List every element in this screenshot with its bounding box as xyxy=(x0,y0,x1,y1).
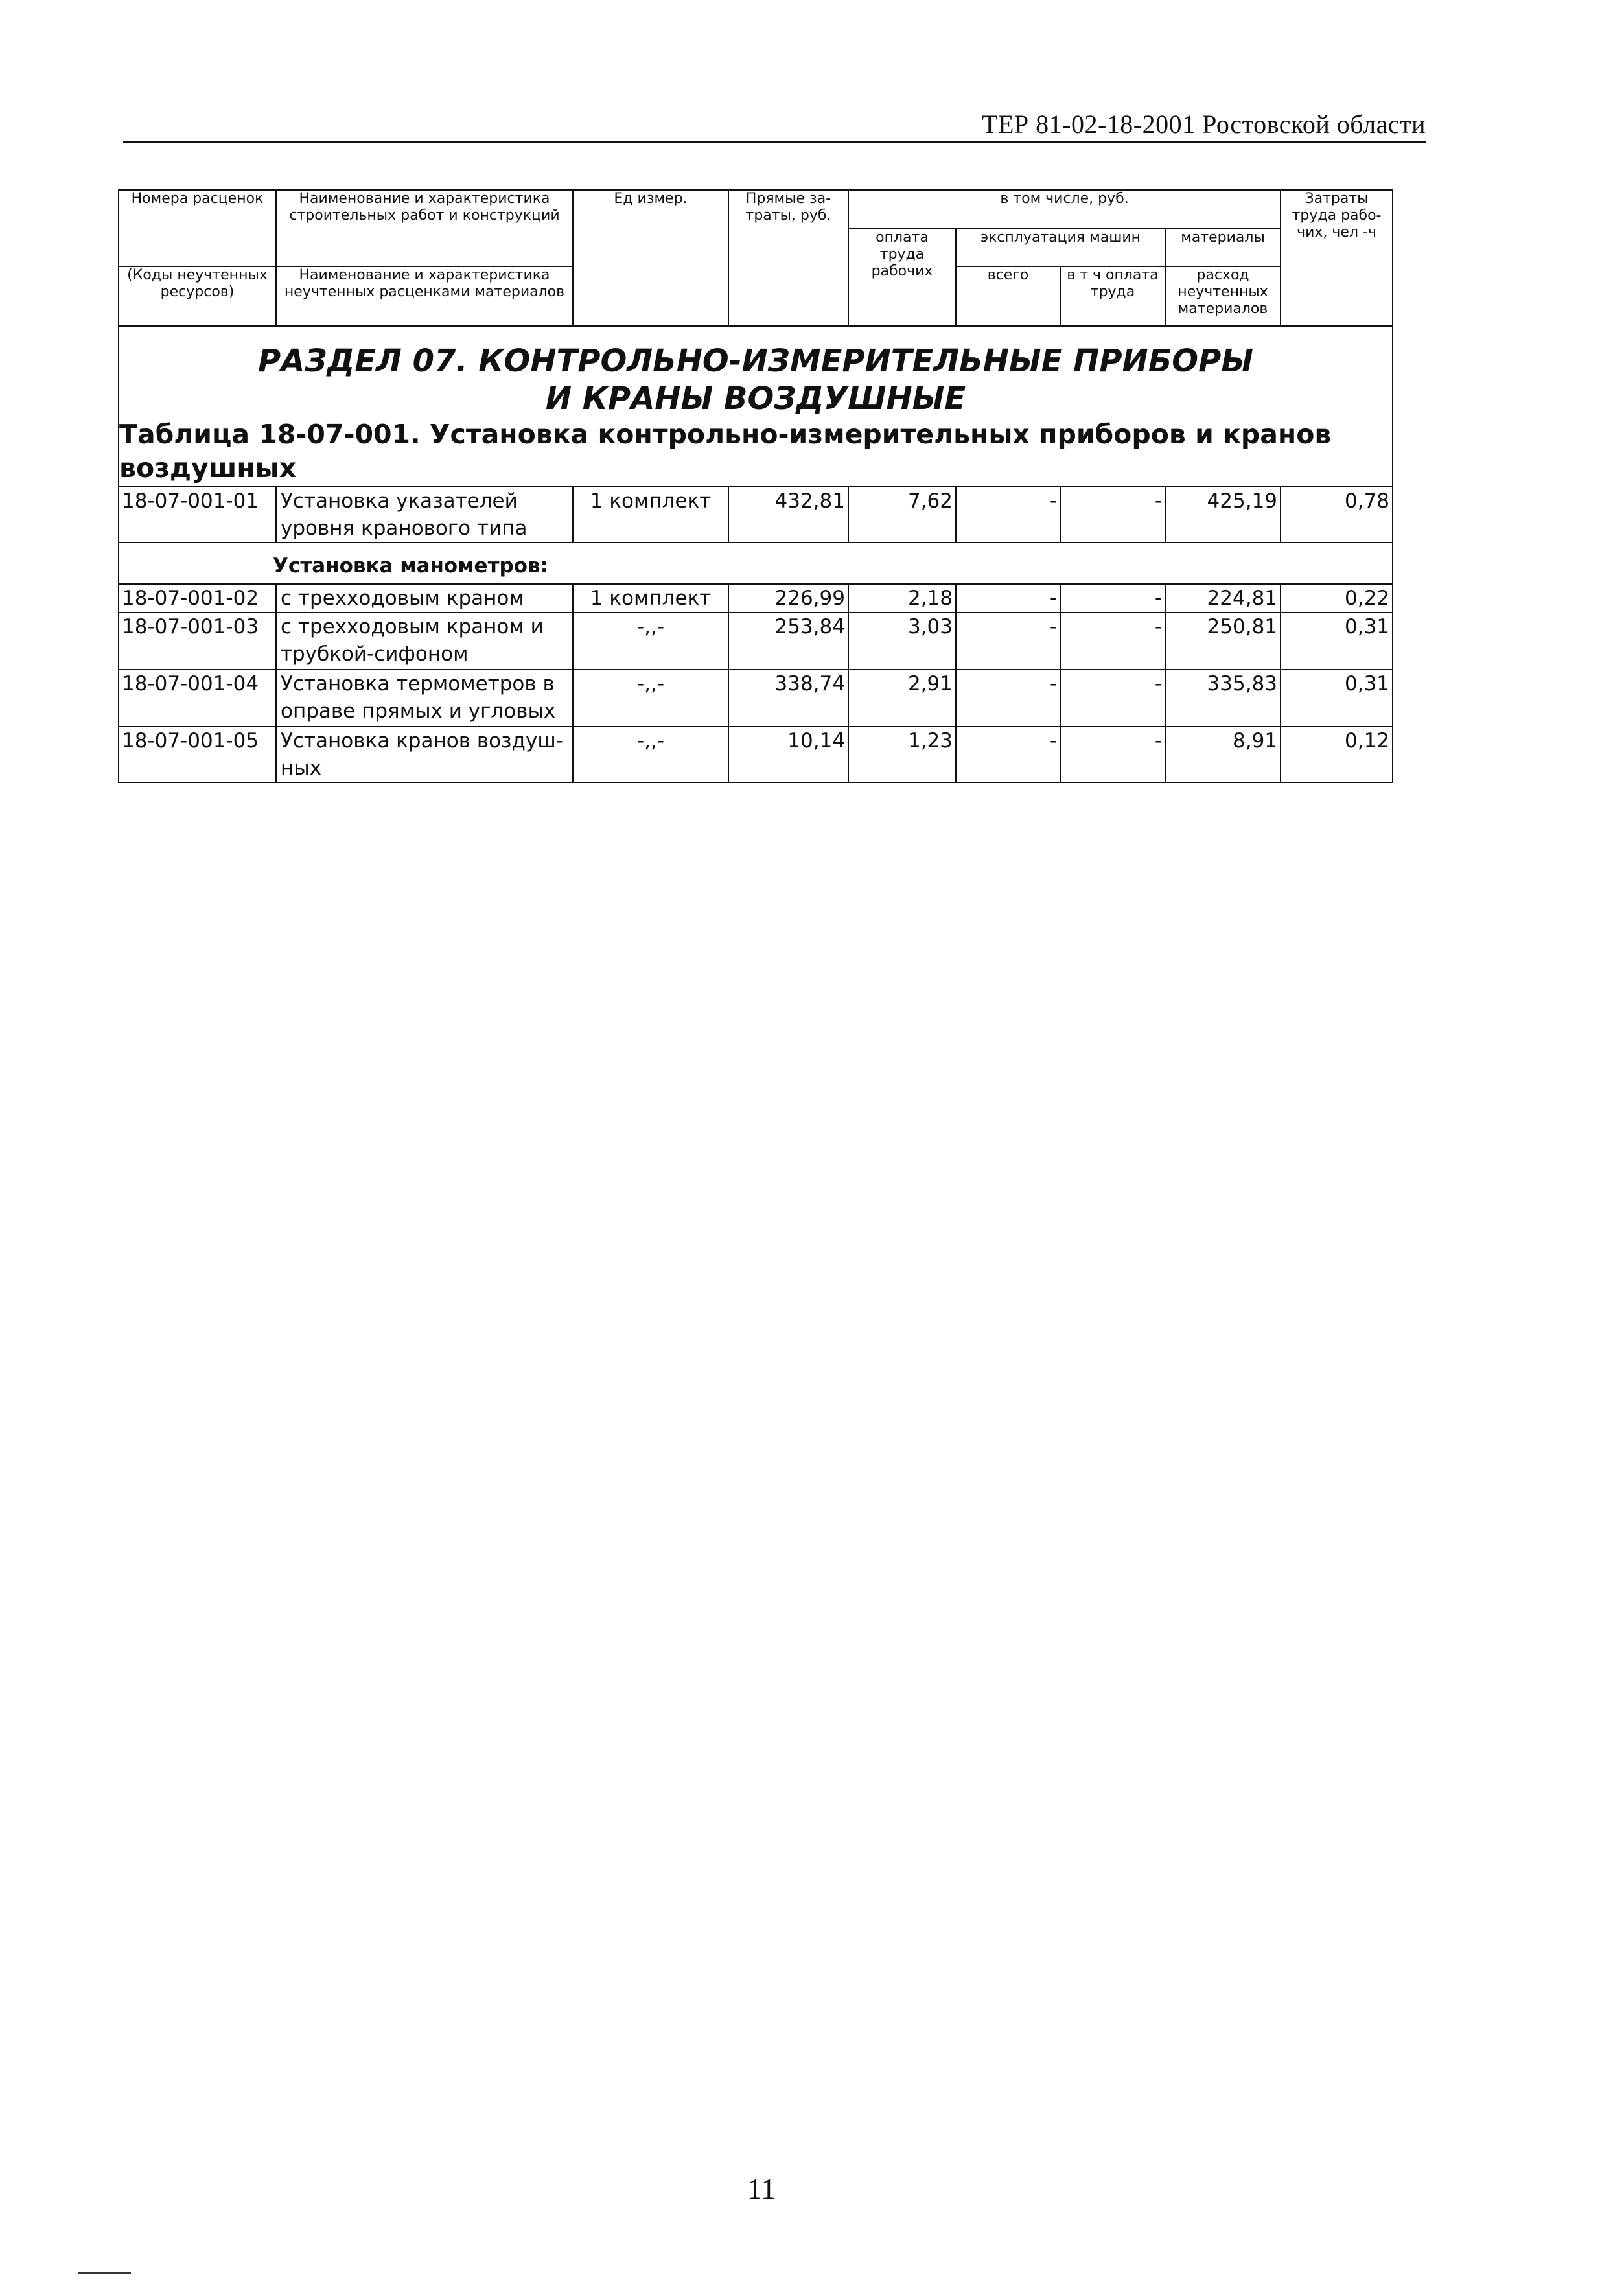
row-labor-cost: 0,22 xyxy=(1281,584,1393,613)
header-name: Наименование и характеристика строительных работ и конструкций xyxy=(276,190,573,266)
header-labor-cost: Затраты труда рабо-чих, чел -ч xyxy=(1281,190,1393,326)
table-row xyxy=(119,670,1393,727)
row-mach-total: - xyxy=(956,670,1060,727)
header-name-alt: Наименование и характеристика неучтенных расценками материалов xyxy=(276,266,573,326)
row-labor-cost: 0,78 xyxy=(1281,487,1393,543)
row-mach-total: - xyxy=(956,584,1060,613)
row-mach-labor: - xyxy=(1060,670,1165,727)
row-direct: 226,99 xyxy=(728,584,848,613)
row-direct: 432,81 xyxy=(728,487,848,543)
header-code: Номера расценок xyxy=(119,190,276,266)
section-title xyxy=(119,327,1392,417)
row-mach-labor: - xyxy=(1060,727,1165,782)
row-labor: 2,91 xyxy=(848,670,956,727)
row-code: 18-07-001-03 xyxy=(119,613,276,670)
row-name: с трехходовым краном и трубкой-сифоном xyxy=(276,613,573,670)
header-machines: эксплуатация машин xyxy=(956,229,1165,266)
row-labor: 7,62 xyxy=(848,487,956,543)
table-row xyxy=(119,487,1393,543)
row-unit: 1 комплект xyxy=(573,584,728,613)
row-direct: 10,14 xyxy=(728,727,848,782)
row-labor-cost: 0,31 xyxy=(1281,670,1393,727)
row-code: 18-07-001-04 xyxy=(119,670,276,727)
row-unit: -,,- xyxy=(573,670,728,727)
row-name: Установка кранов воздуш-ных xyxy=(276,727,573,782)
header-unit: Ед измер. xyxy=(573,190,728,326)
document-title: ТЕР 81-02-18-2001 Ростовской области xyxy=(982,110,1426,139)
row-code: 18-07-001-01 xyxy=(119,487,276,543)
header-including: в том числе, руб. xyxy=(848,190,1281,229)
row-unit: -,,- xyxy=(573,727,728,782)
row-unit: 1 комплект xyxy=(573,487,728,543)
section-block xyxy=(119,326,1393,487)
row-labor: 2,18 xyxy=(848,584,956,613)
row-name: с трехходовым краном xyxy=(276,584,573,613)
section-title-line1: РАЗДЕЛ 07. КОНТРОЛЬНО-ИЗМЕРИТЕЛЬНЫЕ ПРИБОРЫ xyxy=(258,343,1253,379)
row-unit: -,,- xyxy=(573,613,728,670)
row-mach-labor: - xyxy=(1060,487,1165,543)
row-materials: 8,91 xyxy=(1165,727,1281,782)
header-machines-labor: в т ч оплата труда xyxy=(1060,266,1165,326)
page-number: 11 xyxy=(747,2172,776,2205)
section-title-line2: И КРАНЫ ВОЗДУШНЫЕ xyxy=(545,381,966,417)
rates-table xyxy=(118,189,1393,783)
row-labor: 1,23 xyxy=(848,727,956,782)
header-materials: материалы xyxy=(1165,229,1281,266)
table-row xyxy=(119,613,1393,670)
table-row xyxy=(119,584,1393,613)
row-code: 18-07-001-02 xyxy=(119,584,276,613)
row-labor: 3,03 xyxy=(848,613,956,670)
header-labor-pay: оплата труда рабочих xyxy=(848,229,956,326)
row-mach-total: - xyxy=(956,487,1060,543)
row-direct: 338,74 xyxy=(728,670,848,727)
row-materials: 224,81 xyxy=(1165,584,1281,613)
header-machines-total: всего xyxy=(956,266,1060,326)
row-name: Установка указателей уровня кранового типа xyxy=(276,487,573,543)
row-mach-total: - xyxy=(956,727,1060,782)
row-labor-cost: 0,12 xyxy=(1281,727,1393,782)
row-direct: 253,84 xyxy=(728,613,848,670)
table-row xyxy=(119,727,1393,782)
row-materials: 425,19 xyxy=(1165,487,1281,543)
row-mach-total: - xyxy=(956,613,1060,670)
row-mach-labor: - xyxy=(1060,613,1165,670)
header-direct-costs: Прямые за-траты, руб. xyxy=(728,190,848,326)
header-materials-unaccounted: расход неучтенных материалов xyxy=(1165,266,1281,326)
header-rule xyxy=(123,141,1426,143)
row-labor-cost: 0,31 xyxy=(1281,613,1393,670)
row-code: 18-07-001-05 xyxy=(119,727,276,782)
subheading: Установка манометров: xyxy=(119,543,1393,584)
row-name: Установка термометров в оправе прямых и угловых xyxy=(276,670,573,727)
row-mach-labor: - xyxy=(1060,584,1165,613)
table-title: Таблица 18-07-001. Установка контрольно-измерительных приборов и кранов воздушных xyxy=(119,419,1332,484)
row-materials: 335,83 xyxy=(1165,670,1281,727)
row-materials: 250,81 xyxy=(1165,613,1281,670)
scan-mark xyxy=(78,2272,131,2274)
header-code-alt: (Коды неучтенных ресурсов) xyxy=(119,266,276,326)
